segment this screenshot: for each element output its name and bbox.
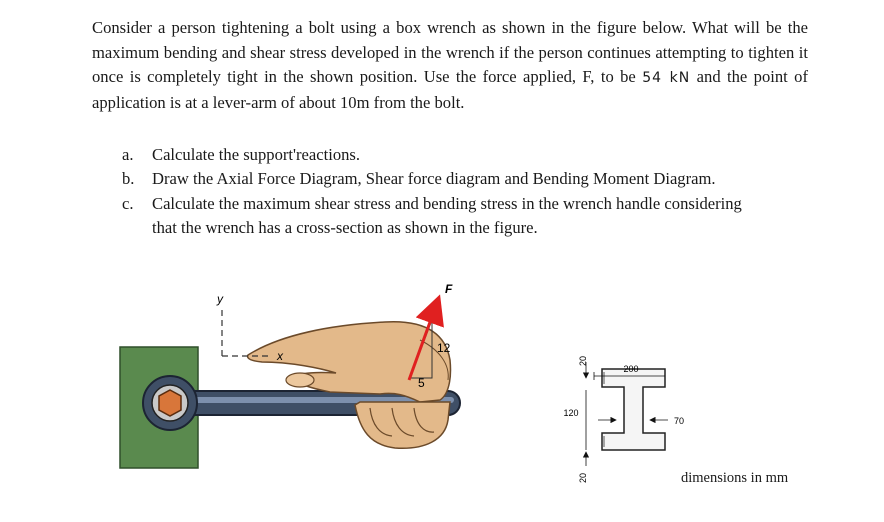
problem-text-part1: Consider a person tightening a bolt using a box wrench as shown in the figure below. What will be the maximum bending and shear stress developed in the wrench if the person continues attempting to tighten it once is completely tight in the shown position. Use the force applied, F, to be <box>92 18 808 87</box>
task-text: Calculate the support'reactions. <box>152 145 361 164</box>
bolt-head <box>159 390 181 416</box>
dim-top-flange-label: 20 <box>578 355 588 367</box>
slope-run-label: 5 <box>418 376 425 390</box>
task-marker: a. <box>122 145 134 164</box>
task-marker: c. <box>122 193 134 213</box>
task-text: Draw the Axial Force Diagram, Shear force diagram and Bending Moment Diagram. <box>152 169 716 189</box>
slope-rise-label: 12 <box>437 341 451 355</box>
units-note: dimensions in mm <box>681 470 789 486</box>
task-marker: b. <box>122 169 135 189</box>
dim-flange-width-label: 200 <box>623 364 639 374</box>
task-text: Calculate the maximum shear stress and bending stress in the wrench handle considering that the wrench has a cross-section as shown in the figure. <box>152 193 742 238</box>
axis-x-label: x <box>277 349 283 363</box>
dim-bottom-flange-label: 20 <box>578 472 588 484</box>
i-section <box>602 369 665 450</box>
dim-web-width-label: 70 <box>674 416 685 426</box>
force-value: 54 kN <box>642 70 691 87</box>
force-label: F <box>445 282 453 296</box>
problem-text-part2: and the point of application is at a lever-arm of about 10m from the bolt. <box>92 67 808 112</box>
axis-y-label: y <box>217 292 223 306</box>
dim-web-depth-label: 120 <box>563 408 579 418</box>
